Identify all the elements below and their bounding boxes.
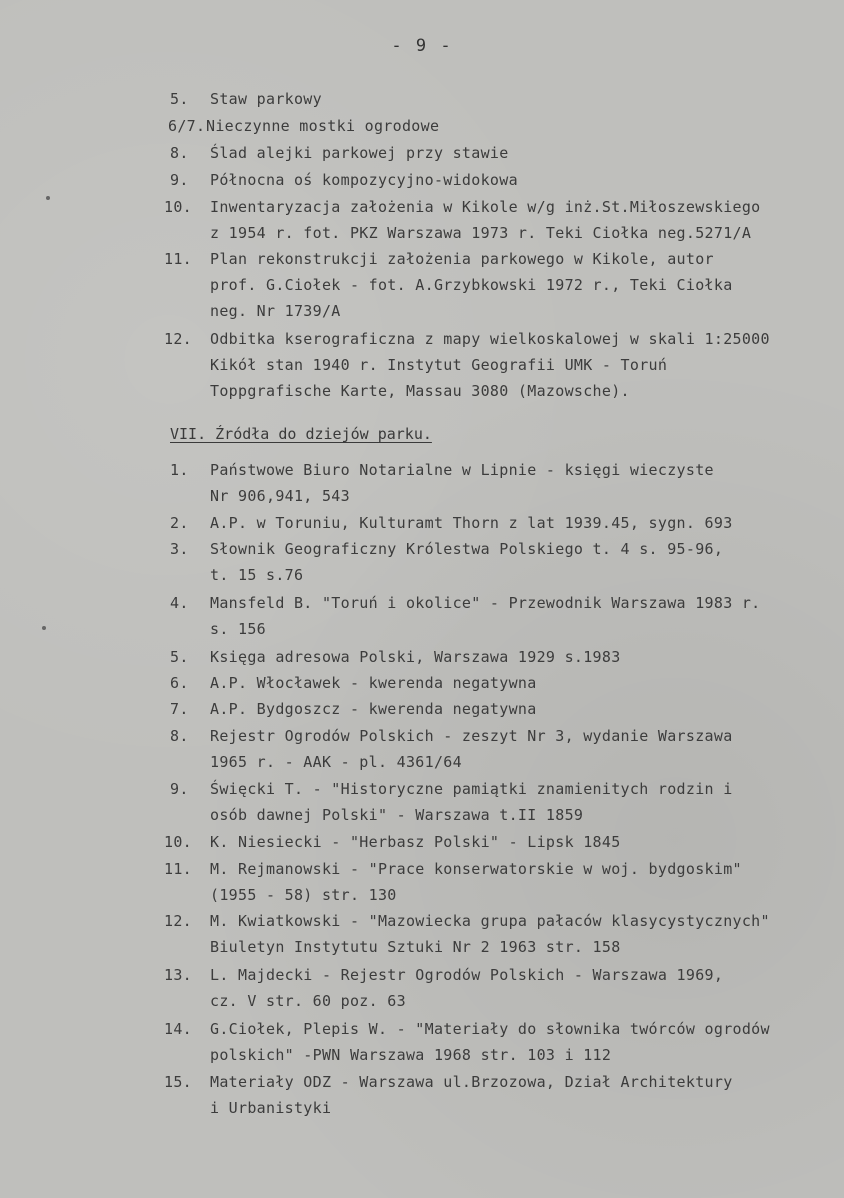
item-number: 10.	[164, 833, 192, 851]
item-number: 14.	[164, 1020, 192, 1038]
item-number: 6/7.	[168, 117, 206, 135]
item-text: Nieczynne mostki ogrodowe	[206, 117, 440, 135]
item-text-continuation: prof. G.Ciołek - fot. A.Grzybkowski 1972 r., Teki Ciołka	[210, 276, 733, 294]
item-text-continuation: 1965 r. - AAK - pl. 4361/64	[210, 753, 462, 771]
item-text: Słownik Geograficzny Królestwa Polskiego t. 4 s. 95-96,	[210, 540, 724, 558]
item-number: 12.	[164, 912, 192, 930]
item-text: Inwentaryzacja założenia w Kikole w/g inż.St.Miłoszewskiego	[210, 198, 761, 216]
item-number: 7.	[170, 700, 189, 718]
item-text-continuation: Toppgrafische Karte, Massau 3080 (Mazowsche).	[210, 382, 630, 400]
item-text: Księga adresowa Polski, Warszawa 1929 s.1983	[210, 648, 621, 666]
item-number: 1.	[170, 461, 189, 479]
item-number: 5.	[170, 648, 189, 666]
item-number: 2.	[170, 514, 189, 532]
item-text: K. Niesiecki - "Herbasz Polski" - Lipsk 1845	[210, 833, 621, 851]
item-text-continuation: i Urbanistyki	[210, 1099, 332, 1117]
item-text: Mansfeld B. "Toruń i okolice" - Przewodnik Warszawa 1983 r.	[210, 594, 761, 612]
item-text-continuation: osób dawnej Polski" - Warszawa t.II 1859	[210, 806, 584, 824]
item-number: 13.	[164, 966, 192, 984]
item-number: 8.	[170, 144, 189, 162]
item-number: 10.	[164, 198, 192, 216]
item-text-continuation: neg. Nr 1739/A	[210, 302, 341, 320]
item-number: 11.	[164, 250, 192, 268]
item-text-continuation: (1955 - 58) str. 130	[210, 886, 397, 904]
item-number: 8.	[170, 727, 189, 745]
item-text: M. Rejmanowski - "Prace konserwatorskie w woj. bydgoskim"	[210, 860, 742, 878]
item-text: A.P. Bydgoszcz - kwerenda negatywna	[210, 700, 537, 718]
item-text-continuation: Biuletyn Instytutu Sztuki Nr 2 1963 str. 158	[210, 938, 621, 956]
item-number: 15.	[164, 1073, 192, 1091]
punch-hole-mark	[46, 196, 50, 200]
item-text: Ślad alejki parkowej przy stawie	[210, 144, 509, 162]
item-text: Staw parkowy	[210, 90, 322, 108]
item-text: Państwowe Biuro Notarialne w Lipnie - księgi wieczyste	[210, 461, 714, 479]
item-text: G.Ciołek, Plepis W. - "Materiały do słownika twórców ogrodów	[210, 1020, 770, 1038]
punch-hole-mark	[42, 626, 46, 630]
item-number: 12.	[164, 330, 192, 348]
item-number: 11.	[164, 860, 192, 878]
item-text-continuation: Nr 906,941, 543	[210, 487, 350, 505]
item-text-continuation: Kikół stan 1940 r. Instytut Geografii UMK - Toruń	[210, 356, 668, 374]
item-number: 4.	[170, 594, 189, 612]
item-text-continuation: t. 15 s.76	[210, 566, 304, 584]
item-text-continuation: polskich" -PWN Warszawa 1968 str. 103 i 112	[210, 1046, 612, 1064]
item-text: Święcki T. - "Historyczne pamiątki znamienitych rodzin i	[210, 780, 733, 798]
page-number: - 9 -	[391, 36, 453, 56]
item-text-continuation: cz. V str. 60 poz. 63	[210, 992, 406, 1010]
item-number: 3.	[170, 540, 189, 558]
item-number: 9.	[170, 171, 189, 189]
item-text-continuation: z 1954 r. fot. PKZ Warszawa 1973 r. Teki Ciołka neg.5271/A	[210, 224, 752, 242]
item-text: Rejestr Ogrodów Polskich - zeszyt Nr 3, wydanie Warszawa	[210, 727, 733, 745]
item-text: Materiały ODZ - Warszawa ul.Brzozowa, Dział Architektury	[210, 1073, 733, 1091]
item-text: A.P. Włocławek - kwerenda negatywna	[210, 674, 537, 692]
item-text: Północna oś kompozycyjno-widokowa	[210, 171, 518, 189]
item-number: 9.	[170, 780, 189, 798]
item-text-continuation: s. 156	[210, 620, 266, 638]
item-text: A.P. w Toruniu, Kulturamt Thorn z lat 1939.45, sygn. 693	[210, 514, 733, 532]
item-text: Odbitka kserograficzna z mapy wielkoskalowej w skali 1:25000	[210, 330, 770, 348]
item-text: M. Kwiatkowski - "Mazowiecka grupa pałaców klasycystycznych"	[210, 912, 770, 930]
section-vii-heading: VII. Źródła do dziejów parku.	[170, 425, 432, 443]
item-number: 5.	[170, 90, 189, 108]
item-text: L. Majdecki - Rejestr Ogrodów Polskich - Warszawa 1969,	[210, 966, 724, 984]
item-text: Plan rekonstrukcji założenia parkowego w Kikole, autor	[210, 250, 714, 268]
item-number: 6.	[170, 674, 189, 692]
